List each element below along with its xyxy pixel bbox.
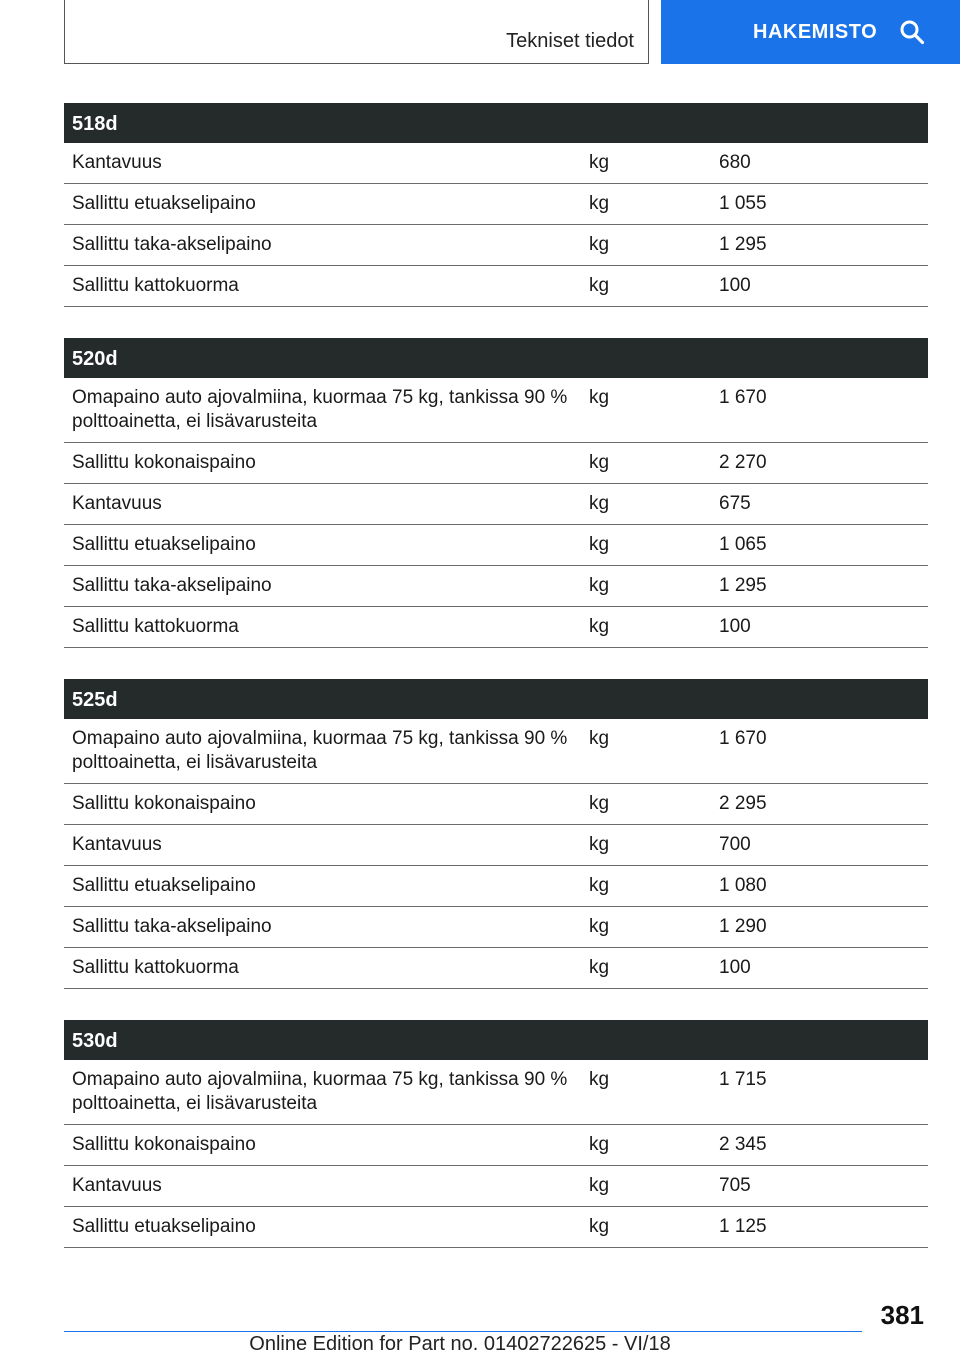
index-button-label: HAKEMISTO xyxy=(753,20,878,43)
table-row xyxy=(64,1125,928,1166)
spec-value: 1 125 xyxy=(719,1216,767,1237)
spec-label: Sallittu kokonaispaino xyxy=(72,1134,256,1155)
table-row xyxy=(64,784,928,825)
spec-unit: kg xyxy=(589,452,610,473)
spec-label: Sallittu kokonaispaino xyxy=(72,452,256,473)
spec-value: 1 295 xyxy=(719,234,767,255)
spec-unit: kg xyxy=(589,152,610,173)
index-button[interactable] xyxy=(661,0,960,64)
table-row xyxy=(64,948,928,989)
spec-value: 675 xyxy=(719,493,751,514)
edition-text: Online Edition for Part no. 01402722625 - VI/18 xyxy=(249,1333,671,1355)
spec-value: 1 715 xyxy=(719,1069,767,1090)
footer-divider xyxy=(64,1331,862,1332)
spec-unit: kg xyxy=(589,493,610,514)
spec-value: 2 295 xyxy=(719,793,767,814)
spec-tables xyxy=(64,103,928,1279)
spec-value: 680 xyxy=(719,152,751,173)
spec-unit: kg xyxy=(589,534,610,555)
spec-unit: kg xyxy=(589,275,610,296)
spec-value: 1 670 xyxy=(719,387,767,408)
spec-label: Sallittu etuakselipaino xyxy=(72,875,256,896)
spec-unit: kg xyxy=(589,387,610,408)
spec-label: Kantavuus xyxy=(72,1175,162,1196)
section-heading: 520d xyxy=(64,338,928,378)
spec-unit: kg xyxy=(589,957,610,978)
table-row xyxy=(64,566,928,607)
table-row xyxy=(64,525,928,566)
spec-label: Sallittu etuakselipaino xyxy=(72,1216,256,1237)
section-heading: 518d xyxy=(64,103,928,143)
spec-value: 100 xyxy=(719,275,751,296)
spec-label: Sallittu kattokuorma xyxy=(72,957,239,978)
spec-value: 1 065 xyxy=(719,534,767,555)
header-section-box xyxy=(64,0,649,64)
spec-label: Omapaino auto ajovalmiina, kuormaa 75 kg, tankissa 90 % polttoainetta, ei lisävarusteita xyxy=(72,387,568,432)
table-row xyxy=(64,225,928,266)
spec-label: Omapaino auto ajovalmiina, kuormaa 75 kg, tankissa 90 % polttoainetta, ei lisävarusteita xyxy=(72,728,568,773)
spec-value: 1 295 xyxy=(719,575,767,596)
table-row xyxy=(64,1207,928,1248)
spec-unit: kg xyxy=(589,1134,610,1155)
spec-unit: kg xyxy=(589,1069,610,1090)
search-icon xyxy=(899,19,925,45)
table-row xyxy=(64,143,928,184)
spec-value: 700 xyxy=(719,834,751,855)
spec-value: 1 290 xyxy=(719,916,767,937)
table-row xyxy=(64,184,928,225)
table-row xyxy=(64,484,928,525)
table-row xyxy=(64,607,928,648)
table-row xyxy=(64,907,928,948)
spec-label: Sallittu etuakselipaino xyxy=(72,193,256,214)
spec-unit: kg xyxy=(589,1175,610,1196)
spec-label: Sallittu kattokuorma xyxy=(72,275,239,296)
spec-value: 2 345 xyxy=(719,1134,767,1155)
table-row xyxy=(64,1166,928,1207)
spec-unit: kg xyxy=(589,916,610,937)
spec-label: Kantavuus xyxy=(72,152,162,173)
section-title: Tekniset tiedot xyxy=(506,30,634,52)
spec-unit: kg xyxy=(589,793,610,814)
spec-section xyxy=(64,1020,928,1248)
spec-unit: kg xyxy=(589,575,610,596)
spec-unit: kg xyxy=(589,193,610,214)
table-row xyxy=(64,719,928,784)
spec-section xyxy=(64,679,928,989)
spec-label: Sallittu taka-akselipaino xyxy=(72,575,272,596)
spec-unit: kg xyxy=(589,728,610,749)
spec-unit: kg xyxy=(589,1216,610,1237)
spec-unit: kg xyxy=(589,834,610,855)
spec-value: 100 xyxy=(719,616,751,637)
spec-value: 2 270 xyxy=(719,452,767,473)
spec-label: Omapaino auto ajovalmiina, kuormaa 75 kg, tankissa 90 % polttoainetta, ei lisävarusteita xyxy=(72,1069,568,1114)
table-row xyxy=(64,443,928,484)
section-heading: 530d xyxy=(64,1020,928,1060)
spec-label: Kantavuus xyxy=(72,834,162,855)
spec-label: Sallittu etuakselipaino xyxy=(72,534,256,555)
spec-value: 100 xyxy=(719,957,751,978)
spec-value: 1 055 xyxy=(719,193,767,214)
spec-value: 705 xyxy=(719,1175,751,1196)
spec-label: Sallittu taka-akselipaino xyxy=(72,916,272,937)
spec-value: 1 080 xyxy=(719,875,767,896)
table-row xyxy=(64,825,928,866)
page-number: 381 xyxy=(880,1300,924,1330)
table-row xyxy=(64,378,928,443)
table-row xyxy=(64,266,928,307)
spec-label: Sallittu kattokuorma xyxy=(72,616,239,637)
spec-unit: kg xyxy=(589,616,610,637)
spec-unit: kg xyxy=(589,875,610,896)
spec-section xyxy=(64,103,928,307)
spec-value: 1 670 xyxy=(719,728,767,749)
table-row xyxy=(64,866,928,907)
section-heading: 525d xyxy=(64,679,928,719)
spec-section xyxy=(64,338,928,648)
spec-unit: kg xyxy=(589,234,610,255)
spec-label: Sallittu kokonaispaino xyxy=(72,793,256,814)
table-row xyxy=(64,1060,928,1125)
footer xyxy=(0,1333,960,1356)
spec-label: Kantavuus xyxy=(72,493,162,514)
spec-label: Sallittu taka-akselipaino xyxy=(72,234,272,255)
